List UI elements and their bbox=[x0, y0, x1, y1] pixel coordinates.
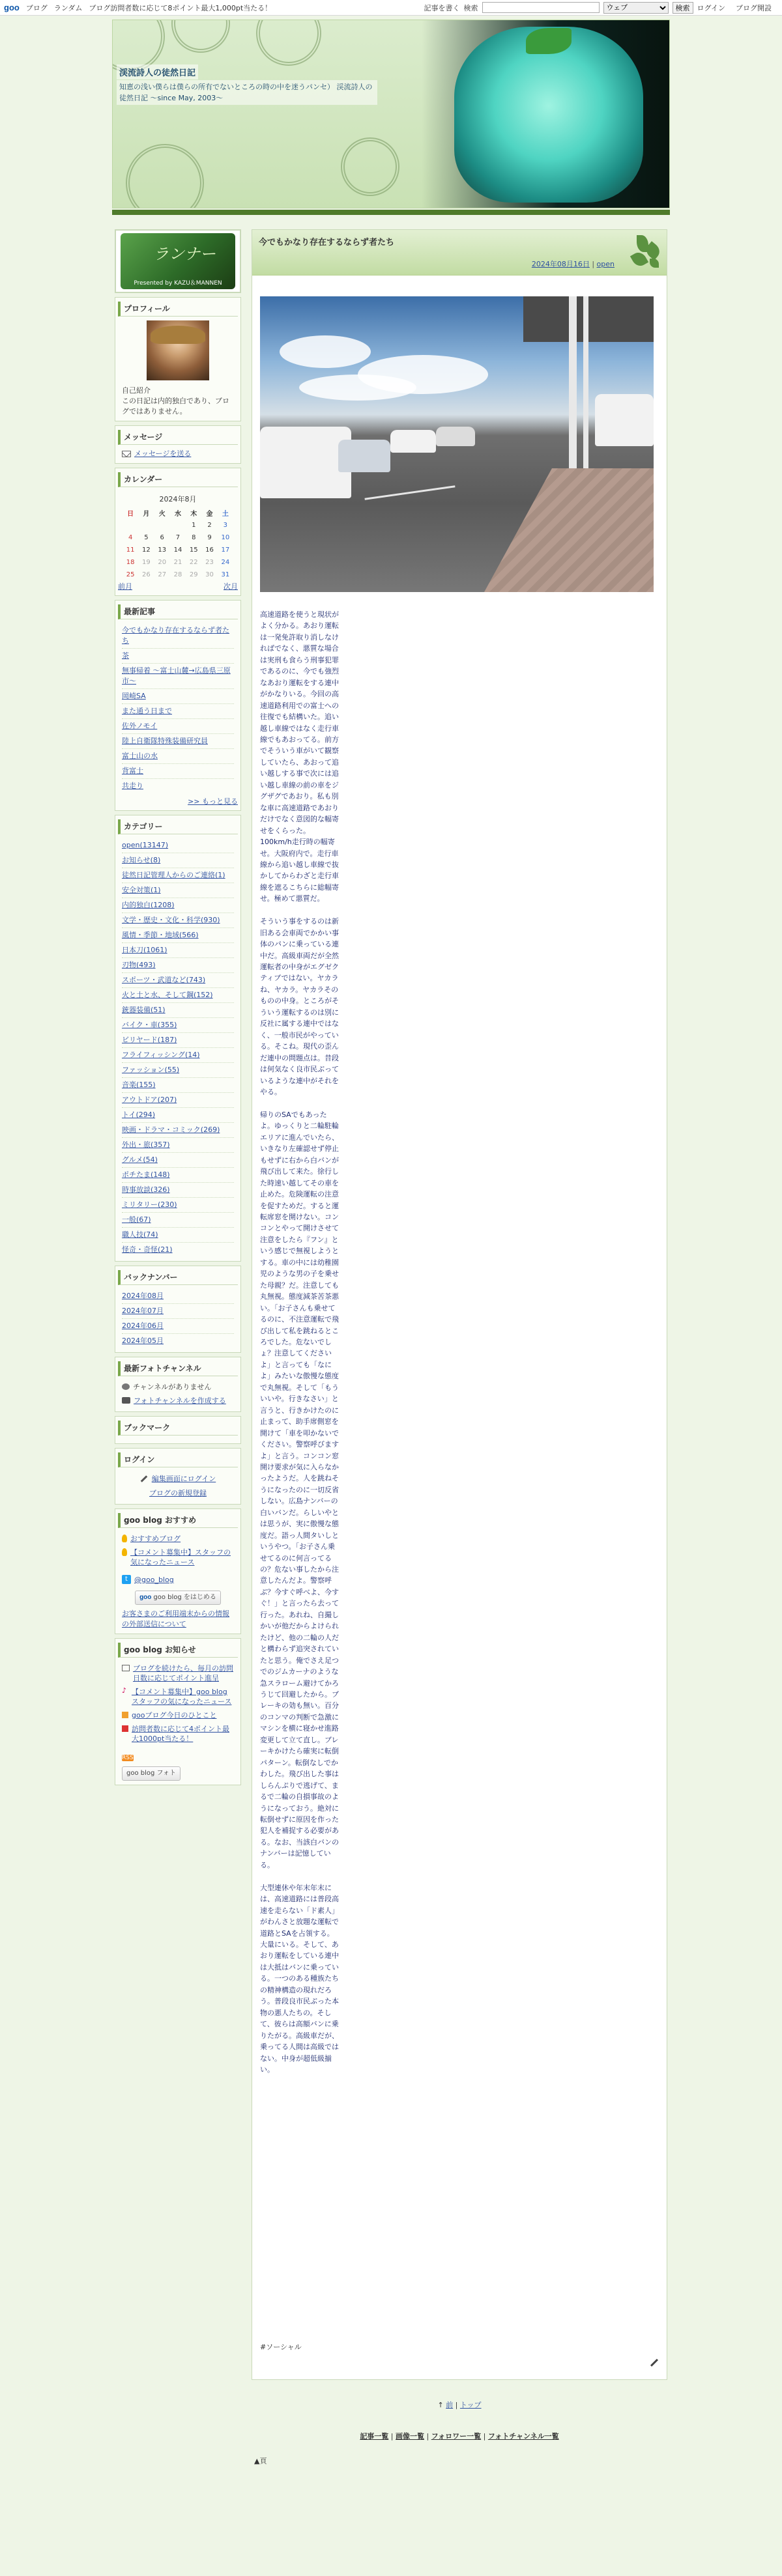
category-link[interactable]: バイク・車(355) bbox=[122, 1021, 177, 1029]
calendar-day[interactable]: 24 bbox=[221, 559, 230, 566]
calendar-day[interactable]: 17 bbox=[221, 546, 230, 554]
weekday-header: 月 bbox=[143, 511, 150, 518]
topbar-right bbox=[424, 2, 778, 14]
backnumber-heading: バックナンバー bbox=[118, 1270, 238, 1285]
edit-pencil-icon[interactable] bbox=[648, 2357, 659, 2368]
page-wrap bbox=[112, 16, 670, 2465]
calendar-day[interactable]: 2 bbox=[207, 522, 212, 529]
login-link[interactable]: ログイン bbox=[697, 3, 725, 12]
goo-logo[interactable]: goo bbox=[4, 3, 20, 12]
calendar-day[interactable]: 21 bbox=[173, 559, 182, 566]
category-link[interactable]: 一般(67) bbox=[122, 1215, 151, 1224]
article-paragraph: 帰りのSAでもあったよ。ゆっくりと二輪駐輪エリアに進んでいたら、いきなり左確認せず停止もせずに右から白バンが飛び出して来た。徐行した時速い越してその車を止めた。危険運転の注意を促すためだ。すると運転席窓を開けない。コンコンとやって開けさせて注意をしたら『フン』という感じで無視しようとする。車の中には幼稚園児のような男の子を乗せた母親？だ。注意しても丸無視。態度減茶苦茶悪い。「お子さんも乗せてるのに、不注意運転で飛び出して私を跳ねるところでした。危ないでしょ？注意してくださいよ」と言っても「なによ」みたいな傲慢な態度で丸無視。そして「もういいや。行きなさい」と言うと、行きかけたのに止まって、助手席側窓を開けて「車を叩かないでください。警察呼びますよ」と言う。コンコン窓開け要求が気に入らなかったようだ。人を跳ねそうになったのに一切反省しない。広島ナンバーの白いバンだ。らしいやとは思うが、実に傲慢な態度だ。語っ人間タいしというやつ。「お子さん乗せてるのに何言ってるの？危ない事したから注意したんだよ。警察呼ぶ？今すぐ呼べよ、今すぐ！」と言ったら去って行った。あれね、自撮しかいが他だからよけられたけど、他の二輪の人だと構わらず追突されていたと思う。俺でさえ足つでのジムカーナのような急スラローム避けてかろうじて回避したから。ブレーキの効も無い。百分のコンマの判断で急激にマシンを横に寝かせ進路変更して立て直し。ブレーキかけたら確実に転倒パターン。転倒なしでかわした。飛び出した事はしらんぷりで逃げて、まるで二輪の自損事故のようになっておう。絶対に転倒せずに原因を作った犯人を補捉する必要がある。なお、当該白バンのナンバーは記憶している。 bbox=[260, 1110, 339, 1869]
recent-post-link[interactable]: また通う日まで bbox=[122, 707, 172, 715]
recent-post-item bbox=[122, 719, 234, 734]
pager-up: ↑ bbox=[437, 2401, 444, 2409]
category-item bbox=[122, 1123, 234, 1138]
category-item bbox=[122, 958, 234, 973]
category-link[interactable]: 時事放談(326) bbox=[122, 1185, 170, 1194]
article-paragraph: 大型連休や年末年末には、高速道路には普段高速を走らない「ド素人」がわんさと放題な運転で道路とSAを占領する。大量にいる。そして、あおり運転をしている連中は大抵はバンに乗っている。一つのある種族たちの精神構造の現れだろう。普段良市民ぶった本物の悪人たちの。そして、彼らは高額バンに乗りたがる。高級車だが、乗ってる人間は高級ではない。中身が超低級揃い。 bbox=[260, 1883, 339, 2074]
footer-links: 記事一覧 | 画像一覧 | フォロワー一覧 | フォトチャンネル一覧 bbox=[360, 2432, 559, 2441]
header-divider bbox=[112, 210, 670, 215]
new-blog-row bbox=[115, 1486, 240, 1500]
profile-intro-text: この日記は内的独白であり、ブログではありません。 bbox=[122, 397, 229, 416]
calendar-week bbox=[123, 531, 233, 544]
lace-ornament bbox=[126, 144, 204, 208]
notice-link-today[interactable]: gooブログ今日のひとこと bbox=[132, 1711, 217, 1720]
twitter-row bbox=[122, 1573, 234, 1587]
category-item bbox=[122, 1018, 234, 1033]
calendar-week bbox=[123, 569, 233, 581]
calendar-day[interactable]: 19 bbox=[142, 559, 151, 566]
more-posts-link[interactable]: >> もっと見る bbox=[188, 797, 238, 806]
category-item bbox=[122, 868, 234, 883]
category-link[interactable]: 風情・季節・地域(566) bbox=[122, 931, 199, 939]
footer-followers-link[interactable]: フォロワー一覧 bbox=[431, 2432, 482, 2441]
backnumber-item bbox=[122, 1319, 234, 1334]
rss-icon[interactable]: RSS bbox=[122, 1755, 134, 1761]
calendar-month: 2024年8月 bbox=[159, 495, 197, 503]
calendar-day[interactable]: 26 bbox=[142, 571, 151, 578]
category-item bbox=[122, 988, 234, 1003]
note-icon: ♪ bbox=[122, 1686, 127, 1695]
calendar-day[interactable]: 29 bbox=[189, 571, 198, 578]
recent-posts-box bbox=[115, 600, 241, 811]
goo-photo-label: goo blog フォト bbox=[126, 1770, 177, 1777]
calendar-day[interactable]: 11 bbox=[126, 546, 135, 554]
article bbox=[252, 229, 667, 2380]
category-link[interactable]: ファッション(55) bbox=[122, 1066, 180, 1074]
category-link[interactable]: 安全対策(1) bbox=[122, 886, 161, 894]
category-item bbox=[122, 1078, 234, 1093]
profile-box bbox=[115, 297, 241, 421]
category-link[interactable]: 徒然日記管理人からのご連絡(1) bbox=[122, 871, 225, 879]
main-content bbox=[252, 229, 667, 2441]
category-item bbox=[122, 1138, 234, 1153]
backnumber-box bbox=[115, 1266, 241, 1353]
category-link[interactable]: ミリタリー(230) bbox=[122, 1200, 177, 1209]
recommend-blog-link[interactable]: おすすめブログ bbox=[130, 1535, 181, 1543]
article-meta bbox=[532, 259, 615, 269]
category-link[interactable]: お知らせ(8) bbox=[122, 856, 161, 864]
calendar-day[interactable]: 14 bbox=[173, 546, 182, 554]
flag-icon bbox=[122, 1725, 128, 1732]
edit-login-row bbox=[115, 1471, 240, 1486]
category-link[interactable]: フライフィッシング(14) bbox=[122, 1051, 200, 1059]
recent-posts-list bbox=[115, 623, 240, 793]
mail-icon bbox=[122, 451, 131, 457]
category-item bbox=[122, 838, 234, 853]
calendar-day[interactable]: 22 bbox=[189, 559, 198, 566]
topbar-link-blog[interactable]: ブログ bbox=[25, 3, 48, 12]
category-box bbox=[115, 815, 241, 1262]
category-item bbox=[122, 1108, 234, 1123]
calendar-week bbox=[123, 519, 233, 531]
calendar-day[interactable]: 18 bbox=[126, 559, 135, 566]
badge-swirl-text: ランナー bbox=[153, 245, 216, 263]
recent-post-link[interactable]: 共走り bbox=[122, 782, 143, 790]
category-item bbox=[122, 1093, 234, 1108]
weekday-header: 土 bbox=[222, 511, 229, 518]
send-message-link[interactable]: メッセージを送る bbox=[134, 449, 192, 458]
bulb-icon bbox=[122, 1548, 127, 1556]
calendar-day[interactable]: 28 bbox=[173, 571, 182, 578]
category-link[interactable]: ポチたま(148) bbox=[122, 1170, 170, 1179]
category-item bbox=[122, 1228, 234, 1243]
category-item bbox=[122, 898, 234, 913]
weekday-header: 火 bbox=[158, 511, 166, 518]
sun-icon bbox=[122, 1712, 128, 1718]
profile-avatar bbox=[147, 320, 209, 380]
search-button[interactable]: 検索 bbox=[673, 2, 693, 14]
category-link[interactable]: グルメ(54) bbox=[122, 1155, 158, 1164]
calendar-day[interactable]: 7 bbox=[175, 534, 181, 541]
recent-post-item bbox=[122, 649, 234, 664]
category-link[interactable]: 外出・旅(357) bbox=[122, 1140, 170, 1149]
notice-heading: goo blog お知らせ bbox=[118, 1643, 238, 1658]
no-channel-row bbox=[122, 1380, 234, 1394]
category-item bbox=[122, 1213, 234, 1228]
message-box bbox=[115, 425, 241, 464]
calendar-prev-link[interactable]: 前月 bbox=[118, 582, 132, 591]
notice-row bbox=[122, 1685, 234, 1708]
calendar-week bbox=[123, 544, 233, 556]
pencil-icon bbox=[140, 1475, 147, 1482]
recent-post-link[interactable]: 佐外ノモイ bbox=[122, 722, 158, 730]
twitter-icon: t bbox=[122, 1575, 131, 1584]
backnumber-item bbox=[122, 1289, 234, 1304]
create-channel-row bbox=[122, 1394, 234, 1408]
category-list bbox=[115, 838, 240, 1257]
backnumber-link[interactable]: 2024年06月 bbox=[122, 1322, 164, 1330]
calendar-day[interactable]: 27 bbox=[158, 571, 167, 578]
profile-heading: プロフィール bbox=[118, 302, 238, 317]
weekday-header: 水 bbox=[174, 511, 181, 518]
bookmark-box bbox=[115, 1416, 241, 1444]
category-item bbox=[122, 928, 234, 943]
bulb-icon bbox=[122, 1535, 127, 1542]
info-icon bbox=[122, 1383, 130, 1390]
weekday-header: 日 bbox=[127, 511, 134, 518]
goo-topbar bbox=[0, 0, 782, 16]
parking-roof bbox=[523, 296, 654, 342]
recent-post-item bbox=[122, 623, 234, 649]
notice-link-news[interactable]: 【コメント募集中】goo blogスタッフの気になったニュース bbox=[132, 1688, 232, 1706]
goo-photo-button[interactable] bbox=[122, 1766, 181, 1781]
calendar-body bbox=[123, 519, 233, 581]
notice-box bbox=[115, 1638, 241, 1785]
sidewalk bbox=[484, 468, 654, 592]
login-box bbox=[115, 1448, 241, 1505]
message-heading: メッセージ bbox=[118, 430, 238, 445]
twitter-link[interactable]: @goo_blog bbox=[134, 1576, 174, 1584]
notice-row bbox=[122, 1722, 234, 1746]
calendar-day[interactable]: 30 bbox=[205, 571, 214, 578]
recent-post-item bbox=[122, 704, 234, 719]
blog-signup-link[interactable]: ブログ開設 bbox=[736, 3, 772, 12]
create-channel-link[interactable]: フォトチャンネルを作成する bbox=[134, 1396, 226, 1405]
calendar-day bbox=[138, 519, 154, 531]
write-article-label[interactable]: 記事を書く bbox=[424, 3, 460, 12]
category-link[interactable]: 銃器装備(51) bbox=[122, 1006, 166, 1014]
recent-post-link[interactable]: 背富士 bbox=[122, 767, 143, 775]
category-link[interactable]: スポーツ・武道など(743) bbox=[122, 976, 206, 984]
calendar-heading: カレンダー bbox=[118, 472, 238, 487]
runner-badge bbox=[115, 229, 241, 293]
recommend-row bbox=[122, 1546, 234, 1569]
topbar-promo[interactable]: ブログ訪問者数に応じて8ポイント最大1,000pt当たる！ bbox=[89, 3, 272, 12]
blog-title[interactable]: 渓流詩人の徒然日記 bbox=[117, 64, 198, 79]
recent-post-link[interactable]: 茶 bbox=[122, 651, 129, 660]
category-item bbox=[122, 1198, 234, 1213]
mint-leaf-image bbox=[526, 28, 572, 54]
calendar-day[interactable]: 6 bbox=[160, 534, 164, 541]
calendar-day bbox=[123, 519, 138, 531]
category-link[interactable]: アウトドア(207) bbox=[122, 1096, 177, 1104]
topbar-link-random[interactable]: ランダム bbox=[53, 3, 83, 12]
recent-post-item bbox=[122, 749, 234, 764]
start-goo-blog-label: goo blog をはじめる bbox=[153, 1594, 216, 1601]
category-link[interactable]: 刃物(493) bbox=[122, 961, 156, 969]
category-link[interactable]: 職人技(74) bbox=[122, 1230, 158, 1239]
category-item bbox=[122, 1183, 234, 1198]
recent-post-link[interactable]: 今でもかなり存在するならず者たち bbox=[122, 626, 229, 645]
calendar-day[interactable]: 25 bbox=[126, 571, 135, 578]
calendar-day[interactable]: 15 bbox=[189, 546, 198, 554]
recent-posts-heading: 最新記事 bbox=[118, 604, 238, 619]
calendar-day[interactable]: 1 bbox=[192, 522, 196, 529]
camera-icon bbox=[122, 1397, 130, 1404]
recommend-news-link[interactable]: 【コメント募集中】スタッフの気になったニュース bbox=[130, 1548, 231, 1566]
login-heading: ログイン bbox=[118, 1452, 238, 1467]
calendar-table bbox=[123, 491, 233, 581]
category-item bbox=[122, 883, 234, 898]
category-item bbox=[122, 1168, 234, 1183]
backnumber-item bbox=[122, 1334, 234, 1348]
calendar-next-link[interactable]: 次月 bbox=[224, 582, 238, 591]
notice-row bbox=[122, 1708, 234, 1722]
category-link[interactable]: 日本刀(1061) bbox=[122, 946, 167, 954]
recent-post-link[interactable]: 岡崎SA bbox=[122, 692, 146, 700]
category-item bbox=[122, 973, 234, 988]
calendar-day[interactable]: 10 bbox=[221, 534, 230, 541]
weekday-header: 木 bbox=[190, 511, 197, 518]
notice-row bbox=[122, 1662, 234, 1685]
category-link[interactable]: 内的独白(1208) bbox=[122, 901, 175, 909]
backnumber-link[interactable]: 2024年05月 bbox=[122, 1337, 164, 1345]
blog-header bbox=[112, 20, 670, 208]
meta-separator: | bbox=[592, 260, 597, 268]
no-channel-text: チャンネルがありません bbox=[133, 1383, 212, 1391]
lace-ornament bbox=[341, 137, 399, 196]
external-transmission-link[interactable]: お客さまのご利用端末からの情報の外部送信について bbox=[122, 1609, 229, 1628]
article-photo[interactable] bbox=[260, 296, 654, 592]
computer-icon bbox=[122, 1665, 130, 1671]
calendar-day[interactable]: 5 bbox=[144, 534, 149, 541]
category-item bbox=[122, 853, 234, 868]
calendar-day[interactable]: 16 bbox=[205, 546, 214, 554]
calendar-box bbox=[115, 468, 241, 596]
recommend-box bbox=[115, 1508, 241, 1634]
new-blog-link[interactable]: ブログの新規登録 bbox=[149, 1489, 207, 1497]
footer-images-link[interactable]: 画像一覧 bbox=[396, 2432, 425, 2441]
recent-post-link[interactable]: 無事帰着 ～富士山麓→広島県三原市～ bbox=[122, 666, 231, 685]
search-scope-select[interactable] bbox=[603, 2, 669, 14]
category-item bbox=[122, 1033, 234, 1048]
sidebar bbox=[115, 229, 241, 1789]
category-link[interactable]: 怪奇・奇怪(21) bbox=[122, 1245, 173, 1254]
backnumber-list bbox=[115, 1289, 240, 1348]
pager-top-link[interactable]: トップ bbox=[459, 2401, 482, 2409]
backnumber-item bbox=[122, 1304, 234, 1319]
calendar-nav bbox=[115, 581, 240, 591]
category-item bbox=[122, 1243, 234, 1257]
category-link[interactable]: ビリヤード(187) bbox=[122, 1036, 177, 1044]
bookmark-heading: ブックマーク bbox=[118, 1421, 238, 1436]
calendar-day[interactable]: 23 bbox=[205, 559, 214, 566]
recent-post-item bbox=[122, 779, 234, 793]
category-item bbox=[122, 1048, 234, 1063]
article-title[interactable]: 今でもかなり存在するならず者たち bbox=[259, 238, 395, 248]
notice-link-visitors[interactable]: 訪問者数に応じて4ポイント最大1000pt当たる！ bbox=[132, 1725, 229, 1743]
article-tag[interactable]: #ソーシャル bbox=[260, 2343, 302, 2351]
category-item bbox=[122, 1063, 234, 1078]
calendar-day[interactable]: 31 bbox=[221, 571, 230, 578]
leaf-ornament-icon bbox=[624, 233, 663, 272]
recent-post-link[interactable]: 陸上自衛隊特殊装備研究員 bbox=[122, 737, 208, 745]
blog-description: 知恵の浅い僕らは僕らの所有でないところの時の中を迷うパンセ） 渓流詩人の徒然日記 ～since May, 2003～ bbox=[117, 80, 377, 105]
recent-post-item bbox=[122, 689, 234, 704]
recent-post-item bbox=[122, 764, 234, 779]
recommend-heading: goo blog おすすめ bbox=[118, 1513, 238, 1528]
category-item bbox=[122, 1153, 234, 1168]
photo-channel-box bbox=[115, 1357, 241, 1412]
category-link[interactable]: 火と土と水、そして鋼(152) bbox=[122, 991, 213, 999]
article-paragraph: 高速道路を使うと現状がよく分かる。あおり運転は一発免許取り消しなければでなく、悪質な場合は実刑も食らう刑事犯罪であるのに、今でも強烈なあおり運転をする連中がかなりいる。今回の高速道路利用での富士への往復でも結構いた。追い越し車線ではなく走行車線でもあおってる。前方でそういう車がいて観察していたら、あおって追い越しする事で次には追い越し車線の前の車をジグザグであおり。私も別な車に高速道路であおりだけでなく意図的な幅寄せをくらった。100km/h走行時の幅寄せ。大阪府内で。走行車線から追い越し車線で抜かしてからわざと走行車線を遮るこちらに総幅寄せ。極めて悪質だ。 bbox=[260, 610, 339, 903]
pager-prev-link[interactable]: 前 bbox=[446, 2401, 454, 2409]
category-link[interactable]: 文学・歴史・文化・科学(930) bbox=[122, 916, 220, 924]
runner-badge-image[interactable] bbox=[121, 233, 235, 289]
pager: ↑ 前 | トップ bbox=[437, 2401, 482, 2409]
backnumber-link[interactable]: 2024年08月 bbox=[122, 1292, 164, 1300]
calendar-day bbox=[170, 519, 186, 531]
badge-caption: Presented by KAZU＆MANNEN bbox=[134, 280, 222, 287]
recent-post-item bbox=[122, 664, 234, 689]
photo-channel-heading: 最新フォトチャンネル bbox=[118, 1361, 238, 1376]
category-heading: カテゴリー bbox=[118, 819, 238, 834]
footer-articles-link[interactable]: 記事一覧 bbox=[360, 2432, 389, 2441]
category-item bbox=[122, 1003, 234, 1018]
edit-login-link[interactable]: 編集画面にログイン bbox=[151, 1475, 216, 1483]
article-body bbox=[260, 609, 341, 2087]
search-label: 検索 bbox=[463, 3, 478, 12]
category-item bbox=[122, 943, 234, 958]
calendar-day[interactable]: 3 bbox=[223, 522, 228, 529]
category-link[interactable]: open(13147) bbox=[122, 841, 169, 849]
category-link[interactable]: 映画・ドラマ・コミック(269) bbox=[122, 1125, 220, 1134]
recommend-row bbox=[122, 1532, 234, 1546]
start-goo-blog-button[interactable]: goo goo blog をはじめる bbox=[135, 1591, 221, 1605]
footer-photochannel-link[interactable]: フォトチャンネル一覧 bbox=[487, 2432, 559, 2441]
recent-post-link[interactable]: 富士山の水 bbox=[122, 752, 158, 760]
category-item bbox=[122, 913, 234, 928]
calendar-day[interactable]: 13 bbox=[158, 546, 167, 554]
profile-intro-label: 自己紹介 bbox=[122, 386, 151, 395]
article-header bbox=[252, 230, 667, 276]
article-paragraph: そういう事をするのは新旧ある会車両でかかい事体のパンに乗っている連中だ。高級車両だが全然運転者の中身がエグゼクティブではない。ヤカラね、ヤカラ。ヤカラそのものの中身。ところがそういう運転するのは別に反社に属する連中ではなく、一般市民がやっている。そこね。現代の歪んだ連中の問題点は。昔段は何気なく良市民ぶっているような連中がそれをやる。 bbox=[260, 917, 339, 1097]
calendar-day[interactable]: 12 bbox=[142, 546, 151, 554]
calendar-day[interactable]: 4 bbox=[128, 534, 133, 541]
calendar-day[interactable]: 20 bbox=[158, 559, 167, 566]
lace-ornament bbox=[171, 20, 230, 53]
page-top-link[interactable]: ▲頁 bbox=[254, 2457, 267, 2465]
recent-post-item bbox=[122, 734, 234, 749]
lace-ornament bbox=[256, 20, 321, 66]
weekday-header: 金 bbox=[206, 511, 213, 518]
calendar-day bbox=[154, 519, 170, 531]
category-link[interactable]: 音楽(155) bbox=[122, 1081, 156, 1089]
article-category[interactable]: open bbox=[596, 260, 615, 268]
article-date[interactable]: 2024年08月16日 bbox=[531, 260, 590, 268]
calendar-week bbox=[123, 556, 233, 569]
backnumber-link[interactable]: 2024年07月 bbox=[122, 1307, 164, 1315]
category-link[interactable]: トイ(294) bbox=[122, 1111, 156, 1119]
search-input[interactable] bbox=[482, 2, 600, 13]
calendar-day[interactable]: 8 bbox=[192, 534, 196, 541]
calendar-day[interactable]: 9 bbox=[207, 534, 212, 541]
notice-link-points[interactable]: ブログを続けたら、毎月の訪問日数に応じてポイント進呈 bbox=[133, 1664, 233, 1682]
